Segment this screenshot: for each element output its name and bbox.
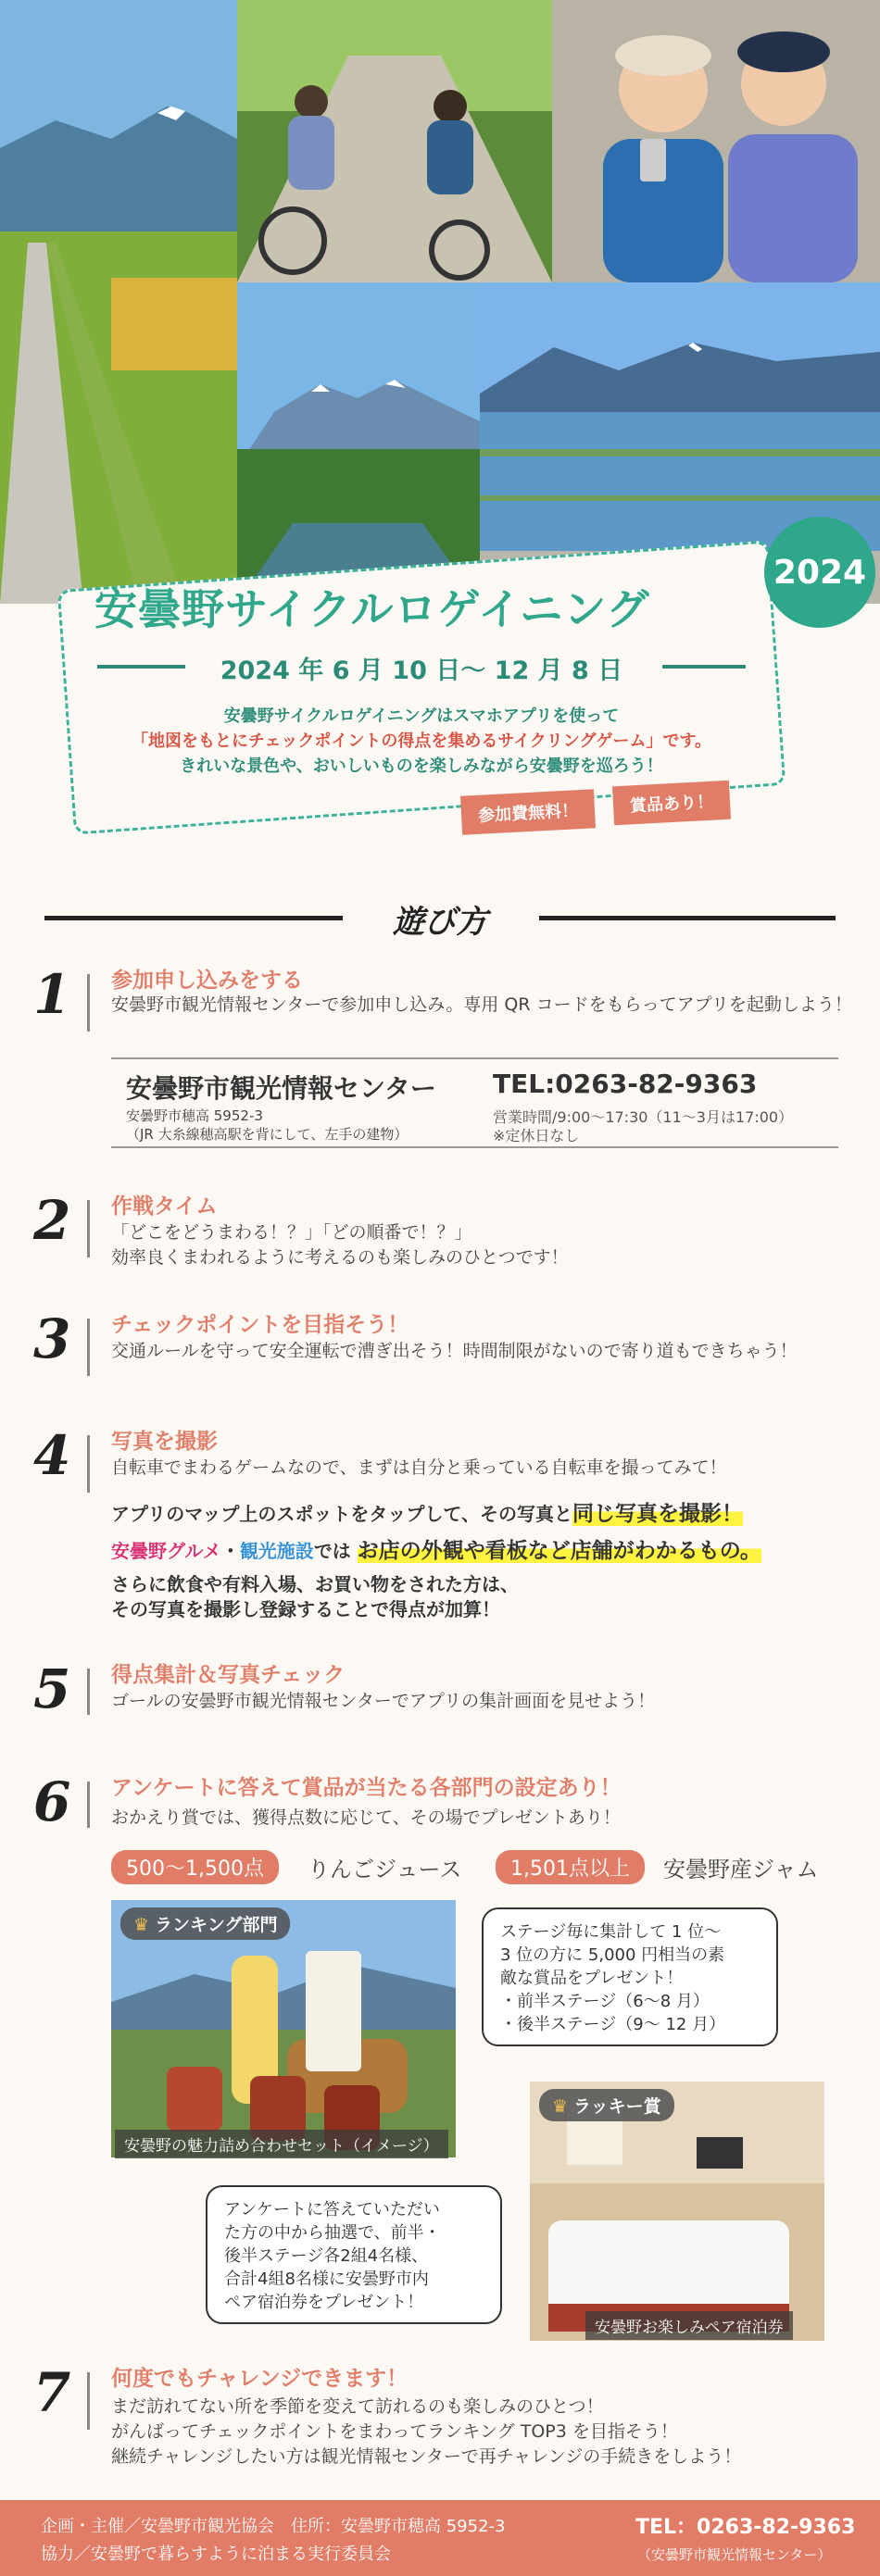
reward-text-2: 安曇野産ジャム: [663, 1857, 819, 1882]
photo-girls-icecream: [552, 0, 880, 282]
line-a-highlight: 同じ写真を撮影！: [572, 1502, 743, 1526]
step-body: おかえり賞では、獲得点数に応じて、その場でプレゼントあり！: [111, 1807, 621, 1828]
step-6: [33, 1770, 849, 1844]
event-dates: 2024 年 6 月 10 日～ 12 月 8 日: [220, 657, 623, 685]
step-body-line: 継続チャレンジしたい方は観光情報センターで再チャレンジの手続きをしよう！: [111, 2446, 742, 2467]
footer-organizer: 企画・主催／安曇野市観光協会 住所：安曇野市穂高 5952-3: [41, 2517, 506, 2536]
step-divider: [87, 2372, 90, 2430]
step-divider: [87, 1319, 90, 1376]
bubble-line: ステージ毎に集計して 1 位～: [500, 1922, 722, 1942]
dates-line-right: [662, 665, 746, 669]
step-number: 5: [33, 1657, 71, 1720]
reward-pill-2: 1,501点以上: [496, 1850, 645, 1884]
step-heading: チェックポイントを目指そう！: [111, 1313, 409, 1337]
lucky-label: [539, 2089, 674, 2121]
reward-pill-1: 500～1,500点: [111, 1850, 279, 1884]
step-body: [111, 2395, 880, 2470]
intro-line-3: きれいな景色や、おいしいものを楽しみながら安曇野を巡ろう！: [180, 757, 663, 776]
gourmet-label: 安曇野グルメ: [111, 1540, 221, 1562]
step-divider: [87, 1200, 90, 1257]
center-hours: 営業時間/9:00～17:30（11～3月は17:00）: [493, 1108, 794, 1126]
step-body: 自転車でまわるゲームなので、まずは自分と乗っている自転車を撮ってみて！: [111, 1457, 727, 1478]
center-closed: ※定休日なし: [493, 1127, 580, 1144]
tag-prize: 賞品あり！: [612, 781, 731, 826]
step-2: [33, 1189, 849, 1272]
step-divider: [87, 1782, 90, 1828]
step-body: ゴールの安曇野市観光情報センターでアプリの集計画面を見せよう！: [111, 1691, 656, 1711]
sightseeing-label: 観光施設: [239, 1540, 314, 1562]
intro-line-1: 安曇野サイクルロゲイニングはスマホアプリを使って: [223, 707, 620, 726]
ranking-label-text: ランキング部門: [155, 1915, 278, 1935]
step-divider: [87, 1669, 90, 1715]
step-heading: アンケートに答えて賞品が当たる各部門の設定あり！: [111, 1776, 622, 1800]
howto-header: [44, 889, 836, 944]
step-number: 4: [33, 1424, 71, 1487]
step-7: [33, 2361, 849, 2467]
step-body: [111, 1220, 880, 1270]
step-divider: [87, 1435, 90, 1493]
intro-text: [65, 704, 778, 779]
bubble-line: 3 位の方に 5,000 円相当の素: [500, 1945, 725, 1965]
howto-line-right: [539, 916, 836, 920]
footer-tel-note: （安曇野市観光情報センター）: [637, 2546, 832, 2563]
photo-cyclists-forest: [237, 0, 552, 282]
howto-title: 遊び方: [393, 904, 487, 941]
lucky-caption: 安曇野お楽しみペア宿泊券: [585, 2311, 793, 2340]
event-title: 安曇野サイクルロゲイニング: [94, 584, 650, 634]
bubble-line: 敵な賞品をプレゼント！: [500, 1969, 684, 1988]
bubble-line: アンケートに答えていただい: [224, 2200, 440, 2220]
center-tel[interactable]: TEL:0263-82-9363: [493, 1069, 758, 1099]
line-c-1: さらに飲食や有料入場、お買い物をされた方は、: [111, 1573, 519, 1595]
center-name: 安曇野市観光情報センター: [126, 1073, 436, 1104]
step-heading: 作戦タイム: [111, 1194, 218, 1219]
step-body-line: 「どこをどうまわる！？」「どの順番で！？」: [111, 1222, 472, 1243]
footer: [0, 2500, 880, 2576]
title-card-content: [65, 565, 778, 810]
step-body: 交通ルールを守って安全運転で漕ぎ出そう！時間制限がないので寄り道もできちゃう！: [111, 1341, 798, 1361]
intro-line-2: 「地図をもとにチェックポイントの得点を集めるサイクリングゲーム」です。: [131, 732, 712, 751]
crown-icon: ♛: [133, 1915, 150, 1935]
step-heading: 写真を撮影: [111, 1430, 218, 1454]
line-b-de: では: [313, 1540, 351, 1562]
bubble-line: ・前半ステージ（6～8 月）: [500, 1992, 710, 2011]
footer-tel[interactable]: TEL：0263-82-9363: [635, 2516, 856, 2539]
ranking-caption: 安曇野の魅力詰め合わせセット（イメージ）: [115, 2130, 448, 2158]
step-4: [33, 1424, 849, 1637]
photo-canal-mountain: [237, 282, 480, 604]
info-center-box: [111, 1057, 838, 1148]
step-3: [33, 1307, 849, 1391]
step-number: 7: [33, 2361, 71, 2424]
bubble-line: た方の中から抽選で、前半・: [224, 2223, 441, 2243]
bubble-line: ・後半ステージ（9～ 12 月）: [500, 2015, 726, 2034]
step-1: [33, 963, 852, 1046]
step-body: 安曇野市観光情報センターで参加申し込み。専用 QR コードをもらってアプリを起動しよう！: [111, 994, 852, 1015]
bubble-line: ペア宿泊券をプレゼント！: [224, 2293, 424, 2312]
step-body-line: まだ訪れてない所を季節を変えて訪れるのも楽しみのひとつ！: [111, 2396, 604, 2417]
step-heading: 得点集計＆写真チェック: [111, 1663, 346, 1687]
photo-path-mountain: [0, 0, 237, 604]
dot-separator: ・: [220, 1540, 240, 1562]
ranking-bubble: [482, 1907, 778, 2046]
step-body-line: 効率良くまわれるように考えるのも楽しみのひとつです！: [111, 1247, 569, 1268]
ranking-label: [120, 1907, 290, 1940]
step-heading: 何度でもチャレンジできます！: [111, 2367, 409, 2391]
step4-line-a: [111, 1496, 743, 1527]
year-badge: 2024: [764, 517, 875, 628]
step-5: [33, 1657, 849, 1722]
center-address-2: （JR 大糸線穂高駅を背にして、左手の建物）: [126, 1126, 409, 1143]
step4-line-c: [111, 1572, 519, 1622]
lucky-bubble: [206, 2185, 502, 2324]
line-c-2: その写真を撮影し登録することで得点が加算！: [111, 1598, 500, 1620]
reward-text-1: りんごジュース: [308, 1857, 462, 1882]
footer-cooperation: 協力／安曇野で暮らすように泊まる実行委員会: [41, 2545, 391, 2564]
center-address-1: 安曇野市穂高 5952-3: [126, 1107, 263, 1124]
tag-free: 参加費無料！: [460, 789, 596, 834]
step-heading: 参加申し込みをする: [111, 969, 303, 993]
line-a-text: アプリのマップ上のスポットをタップして、その写真と: [111, 1503, 572, 1525]
step-number: 1: [33, 963, 71, 1026]
step-divider: [87, 974, 90, 1032]
bubble-line: 合計4組8名様に安曇野市内: [224, 2270, 429, 2289]
bubble-line: 後半ステージ各2組4名様、: [224, 2246, 429, 2266]
step-number: 3: [33, 1307, 71, 1370]
crown-icon: ♛: [552, 2096, 569, 2117]
lucky-label-text: ラッキー賞: [573, 2096, 661, 2117]
step-body-line: がんばってチェックポイントをまわってランキング TOP3 を目指そう！: [111, 2421, 678, 2442]
line-b-highlight: お店の外観や看板など店舗がわかるもの。: [357, 1539, 761, 1563]
step-number: 6: [33, 1770, 71, 1833]
step4-line-b: [111, 1533, 761, 1564]
step-number: 2: [33, 1189, 71, 1252]
